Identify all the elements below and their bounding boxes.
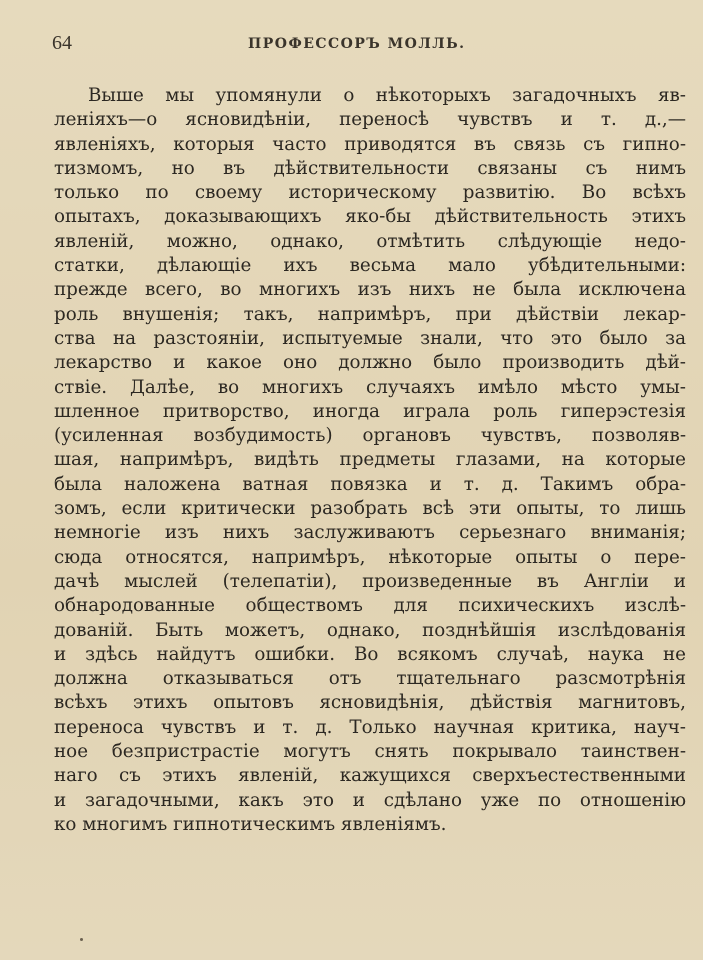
text-line: немногіе изъ нихъ заслуживаютъ серьезнаго вниманія;: [54, 522, 686, 544]
text-line: дованій. Быть можетъ, однако, позднѣйшія изслѣдованія: [54, 619, 686, 641]
page-header: [52, 32, 673, 60]
text-line: только по своему историческому развитію. Во всѣхъ: [54, 182, 686, 204]
page-number: 64: [52, 32, 72, 54]
text-line: и загадочными, какъ это и сдѣлано уже по отношенію: [54, 789, 686, 811]
text-line: должна отказываться отъ тщательнаго разсмотрѣнія: [54, 668, 686, 690]
text-line: лекарство и какое оно должно было производить дѣй-: [54, 352, 686, 374]
text-line: шленное притворство, иногда играла роль гиперэстезія: [54, 400, 686, 422]
ink-speck: [80, 938, 83, 941]
text-line: дачѣ мыслей (телепатіи), произведенные въ Англіи и: [54, 570, 686, 592]
text-line: ко многимъ гипнотическимъ явленіямъ.: [54, 813, 447, 835]
text-line: была наложена ватная повязка и т. д. Такимъ обра-: [54, 473, 686, 495]
text-line: (усиленная возбудимость) органовъ чувствъ, позволяв-: [54, 425, 686, 447]
text-line: роль внушенія; такъ, напримѣръ, при дѣйствіи лекар-: [54, 303, 686, 325]
text-line: леніяхъ—о ясновидѣніи, переносѣ чувствъ и т. д.,—: [54, 109, 686, 131]
text-line: опытахъ, доказывающихъ яко-бы дѣйствительность этихъ: [54, 206, 686, 228]
text-line: переноса чувствъ и т. д. Только научная критика, науч-: [54, 716, 686, 738]
text-line: сюда относятся, напримѣръ, нѣкоторые опыты о пере-: [54, 546, 686, 568]
text-line: тизмомъ, но въ дѣйствительности связаны съ нимъ: [54, 157, 686, 179]
text-line: зомъ, если критически разобрать всѣ эти опыты, то лишь: [54, 498, 686, 520]
text-line: статки, дѣлающіе ихъ весьма мало убѣдительными:: [54, 255, 686, 277]
text-line: шая, напримѣръ, видѣть предметы глазами, на которые: [54, 449, 686, 471]
text-line: ствіе. Далѣе, во многихъ случаяхъ имѣло мѣсто умы-: [54, 376, 686, 398]
running-head: ПРОФЕССОРЪ МОЛЛЬ.: [248, 36, 466, 52]
text-line: явленій, можно, однако, отмѣтить слѣдующіе недо-: [54, 230, 686, 252]
body-paragraph: [54, 84, 686, 837]
text-line: Выше мы упомянули о нѣкоторыхъ загадочныхъ яв-: [88, 85, 686, 106]
text-line: и здѣсь найдутъ ошибки. Во всякомъ случаѣ, наука не: [54, 643, 686, 665]
text-line: явленіяхъ, которыя часто приводятся въ связь съ гипно-: [54, 133, 686, 155]
text-line: наго съ этихъ явленій, кажущихся сверхъестественными: [54, 765, 686, 787]
text-line: ства на разстояніи, испытуемые знали, что это было за: [54, 327, 686, 349]
text-line: всѣхъ этихъ опытовъ ясновидѣнія, дѣйствія магнитовъ,: [54, 692, 686, 714]
text-line: обнародованные обществомъ для психическихъ изслѣ-: [54, 595, 686, 617]
text-line: прежде всего, во многихъ изъ нихъ не была исключена: [54, 279, 686, 301]
text-line: ное безпристрастіе могутъ снять покрывало таинствен-: [54, 741, 686, 763]
